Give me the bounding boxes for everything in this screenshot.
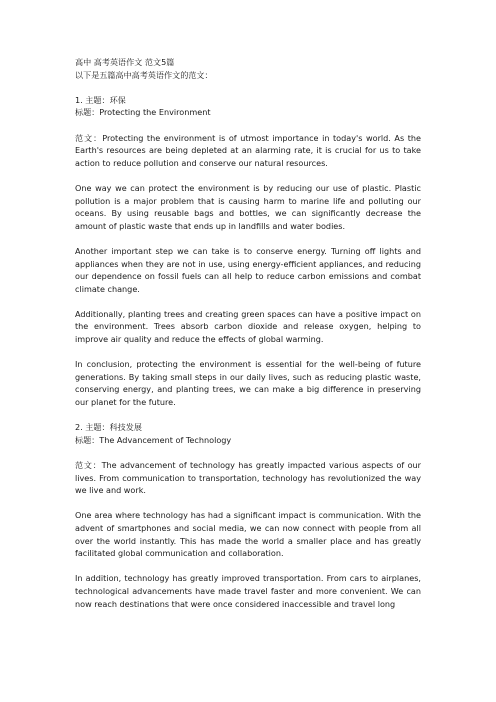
spacer <box>75 446 421 459</box>
essay-paragraph: Additionally, planting trees and creating green spaces can have a positive impact on the environment. Trees absorb carbon dioxide and release oxygen, helping to improve air quality and reduce the effects of global warming. <box>75 308 421 345</box>
essay-paragraph: 范文：The advancement of technology has greatly impacted various aspects of our lives. From communication to transportation, technology has revolutionized the way we live and work. <box>75 460 421 496</box>
section-topic: 1. 主题：环保 <box>75 94 126 105</box>
essay-paragraph: One area where technology has had a significant impact is communication. With the advent of smartphones and social media, we can now connect with people from all over the world instantly. This has made the world a smaller place and has greatly facilitated global communication and collaboration. <box>75 510 421 559</box>
section-heading: 标题：The Advancement of Technology <box>75 434 232 445</box>
spacer <box>75 119 421 132</box>
spacer <box>75 81 421 94</box>
document-intro: 以下是五篇高中高考英语作文的范文： <box>75 69 213 80</box>
essay-paragraph: 范文：Protecting the environment is of utmost importance in today's world. As the Earth's resources are being depleted at an alarming rate, it is crucial for us to take action to reduce pollution and conserve our natural resources. <box>75 132 421 168</box>
section-topic: 2. 主题：科技发展 <box>75 422 142 433</box>
section-heading: 标题：Protecting the Environment <box>75 107 211 118</box>
essay-paragraph: In addition, technology has greatly improved transportation. From cars to airplanes, technological advancements have made travel faster and more convenient. We can now reach destinations that were once considered inaccessible and travel long <box>75 573 421 609</box>
essay-paragraph: One way we can protect the environment is by reducing our use of plastic. Plastic pollution is a major problem that is causing harm to marine life and polluting our oceans. By using reusable bags and bottles, we can significantly decrease the amount of plastic waste that ends up in landfills and water bodies. <box>75 182 421 231</box>
essay-paragraph: In conclusion, protecting the environment is essential for the well-being of future generations. By taking small steps in our daily lives, such as reducing plastic waste, conserving energy, and planting trees, we can make a big difference in preserving our planet for the future. <box>75 359 421 408</box>
document-body <box>75 56 421 623</box>
document-title: 高中 高考英语作文 范文5篇 <box>75 57 175 67</box>
essay-paragraph: Another important step we can take is to conserve energy. Turning off lights and appliances when they are not in use, using energy-efficient appliances, and reducing our dependence on fossil fuels can all help to reduce carbon emissions and combat climate change. <box>75 245 421 294</box>
